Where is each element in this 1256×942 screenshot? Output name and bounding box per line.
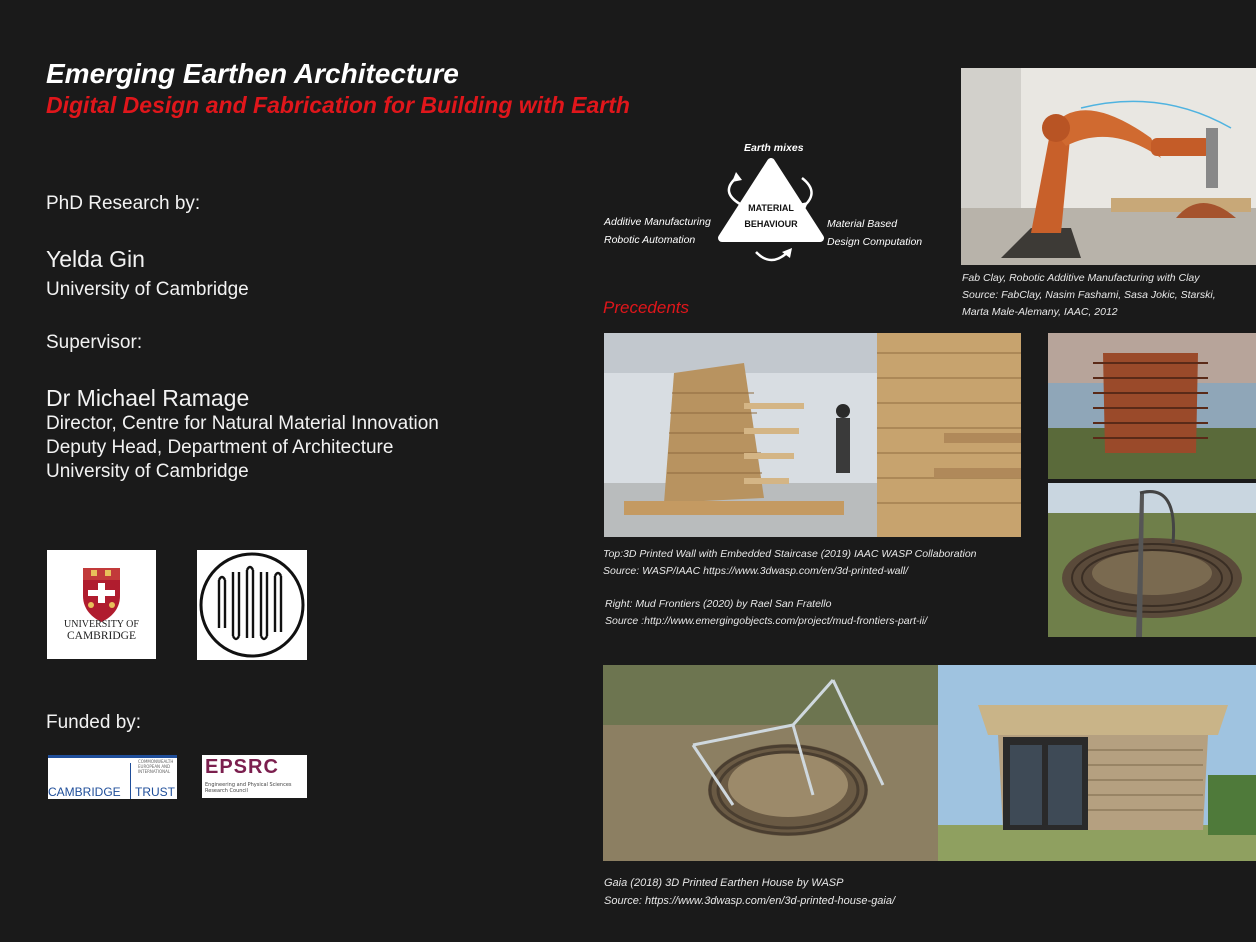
robot-caption: Fab Clay, Robotic Additive Manufacturing with Clay Source: FabClay, Nasim Fashami, Sasa Jokic, Starski, Marta Male-Alemany, IAAC, 2012 [962, 272, 1216, 318]
supervisor-line: Director, Centre for Natural Material Innovation [46, 413, 439, 434]
printed-wall-photo [604, 333, 1021, 537]
supervisor-label: Supervisor: [46, 332, 143, 353]
researcher-affiliation: University of Cambridge [46, 279, 249, 300]
funded-label: Funded by: [46, 712, 142, 733]
mud-frontiers-top-photo [1048, 333, 1256, 479]
gaia-caption: Gaia (2018) 3D Printed Earthen House by WASP Source: https://www.3dwasp.com/en/3d-printed-house-gaia/ [604, 877, 896, 907]
trust-top-bar [48, 755, 177, 758]
cambridge-trust-logo [48, 755, 177, 799]
gaia-house-photo [938, 665, 1256, 861]
precedents-heading: Precedents [603, 298, 689, 317]
mud-frontiers-tower-image [1048, 333, 1256, 479]
gaia-printer-image [603, 665, 938, 861]
trust-right-text: TRUST [135, 785, 175, 799]
cambridge-line2: CAMBRIDGE [66, 630, 136, 642]
supervisor-name: Dr Michael Ramage [46, 385, 250, 411]
diagram-top-label: Earth mixes [744, 142, 804, 154]
gaia-construction-photo [603, 665, 938, 861]
mud-frontiers-printing-image [1048, 483, 1256, 637]
trust-divider [130, 763, 131, 799]
cambridge-shield-icon [47, 550, 156, 659]
epsrc-title: EPSRC [205, 756, 279, 778]
research-label: PhD Research by: [46, 193, 201, 214]
supervisor-info [46, 412, 439, 484]
poster-title: Emerging Earthen Architecture [46, 58, 459, 89]
cambridge-line1: UNIVERSITY OF [64, 619, 139, 630]
cnmi-logo [197, 550, 307, 660]
poster-subtitle: Digital Design and Fabrication for Building with Earth [46, 92, 630, 118]
supervisor-line: Deputy Head, Department of Architecture [46, 437, 394, 458]
mud-frontiers-bottom-photo [1048, 483, 1256, 637]
researcher-name: Yelda Gin [46, 246, 145, 272]
epsrc-logo [202, 755, 307, 798]
robot-arm-image [961, 68, 1256, 265]
cnmi-emblem-icon [197, 550, 307, 660]
mud-caption: Right: Mud Frontiers (2020) by Rael San Fratello Source :http://www.emergingobjects.com/project/mud-frontiers-part-ii/ [605, 598, 928, 627]
diagram-left-label: Additive Manufacturing Robotic Automation [604, 216, 711, 246]
supervisor-line: University of Cambridge [46, 461, 249, 482]
diagram-center-label: MATERIAL BEHAVIOUR [744, 203, 798, 229]
diagram-right-label: Material Based Design Computation [827, 218, 923, 248]
trust-left-text: CAMBRIDGE [48, 785, 121, 799]
robot-clay-photo [961, 68, 1256, 265]
gaia-house-image [938, 665, 1256, 861]
trust-small-text: COMMONWEALTH EUROPEAN AND INTERNATIONAL [138, 759, 174, 774]
printed-wall-image [604, 333, 1021, 537]
cambridge-logo [47, 550, 156, 659]
epsrc-subtitle: Engineering and Physical Sciences Research Council [205, 782, 292, 794]
wall-caption: Top:3D Printed Wall with Embedded Staircase (2019) IAAC WASP Collaboration Source: WASP/IAAC https://www.3dwasp.com/en/3d-printed-wall/ [603, 548, 977, 577]
